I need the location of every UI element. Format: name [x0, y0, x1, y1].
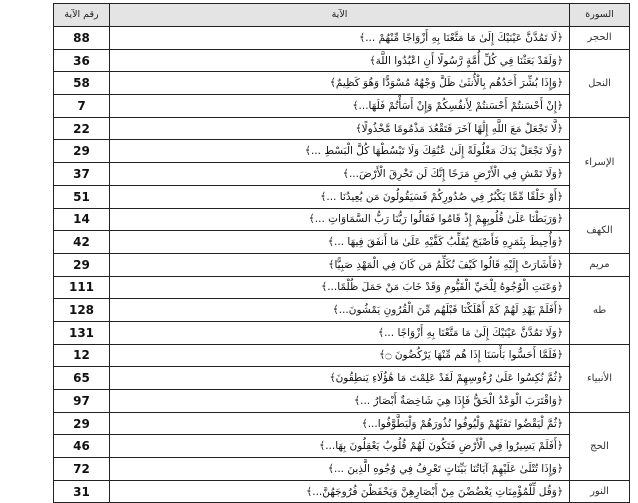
ayah-text: ﴿وَإِذَا تُتْلَىٰ عَلَيْهِمْ آيَاتُنَا بَيِّنَاتٍ تَعْرِفُ فِي وُجُوهِ الَّذِينَ ...﴾ [110, 458, 570, 481]
table-row [54, 208, 630, 231]
ayah-number: 65 [54, 367, 110, 390]
ayah-text: ﴿وَقُل لِّلْمُؤْمِنَاتِ يَغْضُضْنَ مِنْ أَبْصَارِهِنَّ وَيَحْفَظْنَ فُرُوجَهُنَّ...﴾ [110, 480, 570, 503]
surah-cell: الأنبياء [570, 344, 630, 412]
table-row [54, 231, 630, 254]
table-row [54, 117, 630, 140]
table-row [54, 321, 630, 344]
ayah-table [53, 3, 630, 503]
ayah-number: 7 [54, 95, 110, 118]
ayah-text: ﴿وَلَا تَمُدَّنَّ عَيْنَيْكَ إِلَىٰ مَا مَتَّعْنَا بِهِ أَزْوَاجًا ...﴾ [110, 321, 570, 344]
ayah-number: 29 [54, 253, 110, 276]
ayah-number: 12 [54, 344, 110, 367]
header-ayah: الآية [110, 4, 570, 27]
table-row [54, 390, 630, 413]
table-row [54, 253, 630, 276]
table-row [54, 72, 630, 95]
ayah-number: 51 [54, 185, 110, 208]
table-row [54, 163, 630, 186]
table-row [54, 299, 630, 322]
ayah-text: ﴿وَعَنَتِ الْوُجُوهُ لِلْحَيِّ الْقَيُّومِ وَقَدْ خَابَ مَنْ حَمَلَ ظُلْمًا...﴾ [110, 276, 570, 299]
ayah-text: ﴿وَرَبَطْنَا عَلَىٰ قُلُوبِهِمْ إِذْ قَامُوا فَقَالُوا رَبُّنَا رَبُّ السَّمَاوَاتِ ...﴾ [110, 208, 570, 231]
surah-cell: الإسراء [570, 117, 630, 208]
ayah-text: ﴿أَفَلَمْ يَهْدِ لَهُمْ كَمْ أَهْلَكْنَا قَبْلَهُم مِّنَ الْقُرُونِ يَمْشُونَ...﴾ [110, 299, 570, 322]
ayah-text: ﴿وَاقْتَرَبَ الْوَعْدُ الْحَقُّ فَإِذَا هِيَ شَاخِصَةٌ أَبْصَارُ ...﴾ [110, 390, 570, 413]
ayah-number: 97 [54, 390, 110, 413]
table-row [54, 276, 630, 299]
ayah-text: ﴿وَأُحِيطَ بِثَمَرِهِ فَأَصْبَحَ يُقَلِّبُ كَفَّيْهِ عَلَىٰ مَا أَنفَقَ فِيهَا ...﴾ [110, 231, 570, 254]
ayah-text: ﴿لَّا تَجْعَلْ مَعَ اللَّهِ إِلَٰهًا آخَرَ فَتَقْعُدَ مَذْمُومًا مَّخْذُولًا﴾ [110, 117, 570, 140]
ayah-number: 42 [54, 231, 110, 254]
ayah-text: ﴿ثُمَّ لْيَقْضُوا تَفَثَهُمْ وَلْيُوفُوا نُذُورَهُمْ وَلْيَطَّوَّفُوا...﴾ [110, 412, 570, 435]
surah-cell: الكهف [570, 208, 630, 253]
table-row [54, 367, 630, 390]
table-row [54, 27, 630, 50]
ayah-text: ﴿فَلَمَّا أَحَسُّوا بَأْسَنَا إِذَا هُم مِّنْهَا يَرْكُضُونَ ۝﴾ [110, 344, 570, 367]
table-row [54, 49, 630, 72]
header-ayah-number: رقم الآية [54, 4, 110, 27]
ayah-text: ﴿ثُمَّ نُكِسُوا عَلَىٰ رُءُوسِهِمْ لَقَدْ عَلِمْتَ مَا هَٰؤُلَاءِ يَنطِقُونَ﴾ [110, 367, 570, 390]
ayah-number: 22 [54, 117, 110, 140]
ayah-text: ﴿وَإِذَا بُشِّرَ أَحَدُهُم بِالْأُنثَىٰ ظَلَّ وَجْهُهُ مُسْوَدًّا وَهُوَ كَظِيمٌ﴾ [110, 72, 570, 95]
ayah-number: 46 [54, 435, 110, 458]
surah-cell: النحل [570, 49, 630, 117]
ayah-number: 36 [54, 49, 110, 72]
header-surah: السورة [570, 4, 630, 27]
ayah-number: 131 [54, 321, 110, 344]
surah-cell: مريم [570, 253, 630, 276]
ayah-number: 128 [54, 299, 110, 322]
ayah-text: ﴿فَأَشَارَتْ إِلَيْهِ قَالُوا كَيْفَ نُكَلِّمُ مَن كَانَ فِي الْمَهْدِ صَبِيًّا﴾ [110, 253, 570, 276]
ayah-text: ﴿أَوْ خَلْقًا مِّمَّا يَكْبُرُ فِي صُدُورِكُمْ فَسَيَقُولُونَ مَن يُعِيدُنَا ...﴾ [110, 185, 570, 208]
surah-cell: الحج [570, 412, 630, 480]
ayah-text: ﴿إِنْ أَحْسَنتُمْ أَحْسَنتُمْ لِأَنفُسِكُمْ وَإِنْ أَسَأْتُمْ فَلَهَا...﴾ [110, 95, 570, 118]
table-row [54, 95, 630, 118]
surah-cell: طه [570, 276, 630, 344]
ayah-number: 37 [54, 163, 110, 186]
ayah-text: ﴿وَلَا تَجْعَلْ يَدَكَ مَغْلُولَةً إِلَىٰ عُنُقِكَ وَلَا تَبْسُطْهَا كُلَّ الْبَسْطِ ...﴾ [110, 140, 570, 163]
ayah-number: 29 [54, 140, 110, 163]
surah-cell: النور [570, 480, 630, 503]
table-row [54, 458, 630, 481]
table-row [54, 344, 630, 367]
table-row [54, 185, 630, 208]
table-row [54, 412, 630, 435]
ayah-number: 111 [54, 276, 110, 299]
ayah-number: 58 [54, 72, 110, 95]
table-row [54, 435, 630, 458]
table-header-row [54, 4, 630, 27]
ayah-number: 14 [54, 208, 110, 231]
ayah-text: ﴿أَفَلَمْ يَسِيرُوا فِي الْأَرْضِ فَتَكُونَ لَهُمْ قُلُوبٌ يَعْقِلُونَ بِهَا...﴾ [110, 435, 570, 458]
surah-cell: الحجر [570, 27, 630, 50]
table-row [54, 140, 630, 163]
ayah-text: ﴿وَلَقَدْ بَعَثْنَا فِي كُلِّ أُمَّةٍ رَّسُولًا أَنِ اعْبُدُوا اللَّهَ﴾ [110, 49, 570, 72]
ayah-number: 29 [54, 412, 110, 435]
table-row [54, 480, 630, 503]
ayah-text: ﴿لَا تَمُدَّنَّ عَيْنَيْكَ إِلَىٰ مَا مَتَّعْنَا بِهِ أَزْوَاجًا مِّنْهُمْ ...﴾ [110, 27, 570, 50]
ayah-number: 88 [54, 27, 110, 50]
ayah-number: 31 [54, 480, 110, 503]
ayah-text: ﴿وَلَا تَمْشِ فِي الْأَرْضِ مَرَحًا إِنَّكَ لَن تَخْرِقَ الْأَرْضَ...﴾ [110, 163, 570, 186]
ayah-number: 72 [54, 458, 110, 481]
